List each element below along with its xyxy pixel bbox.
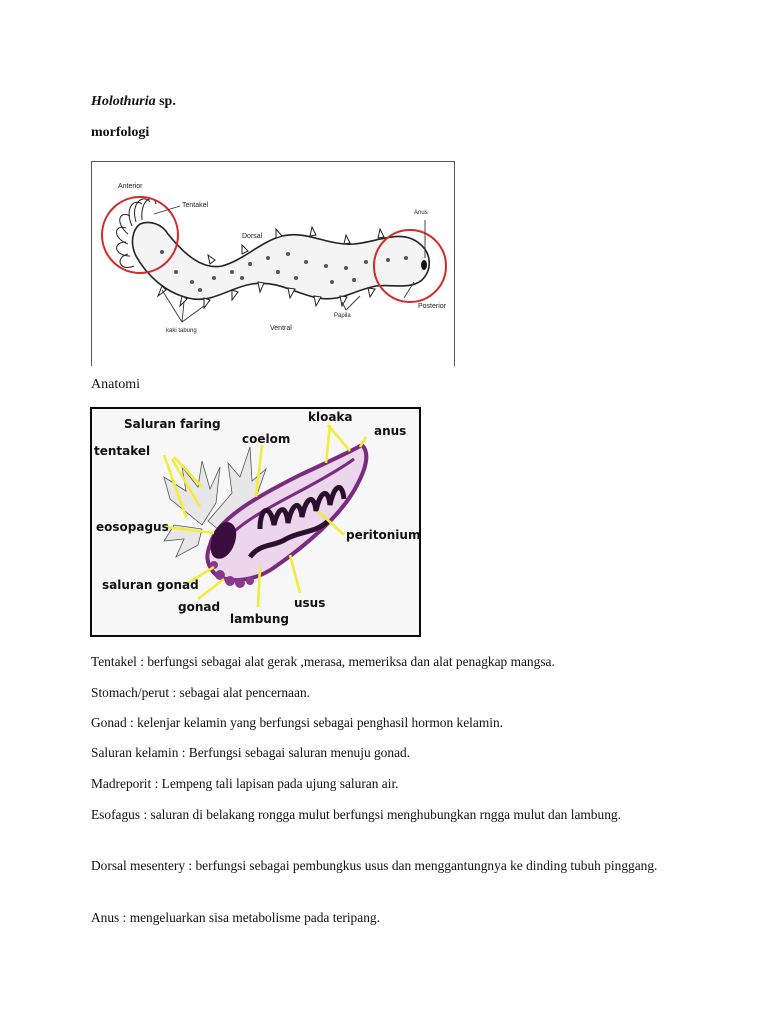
label-peritonium: peritonium	[346, 528, 421, 542]
morphology-figure	[91, 161, 455, 366]
label-saluran-gonad: saluran gonad	[102, 578, 199, 592]
description-dorsal-mesentery: Dorsal mesentery : berfungsi sebagai pembungkus usus dan menggantungnya ke dinding tubuh pinggang.	[91, 858, 658, 873]
label-anus-anatomy: anus	[374, 424, 407, 438]
label-coelom: coelom	[242, 432, 291, 446]
label-anterior: Anterior	[118, 183, 143, 190]
description-saluran-kelamin: Saluran kelamin : Berfungsi sebagai saluran menuju gonad.	[91, 745, 411, 760]
description-esofagus: Esofagus : saluran di belakang rongga mulut berfungsi menghubungkan rngga mulut dan lambung.	[91, 807, 621, 822]
description-madreporit: Madreporit : Lempeng tali lapisan pada ujung saluran air.	[91, 776, 399, 791]
anus-opening	[421, 260, 427, 270]
label-kloaka: kloaka	[308, 410, 353, 424]
label-tentakel-anatomy: tentakel	[94, 444, 151, 458]
label-dorsal: Dorsal	[242, 233, 263, 240]
label-posterior: Posterior	[418, 303, 447, 310]
label-kaki-tabung: kaki tabung	[166, 328, 197, 334]
label-tentakel: Tentakel	[182, 202, 209, 209]
label-saluran-faring: Saluran faring	[124, 417, 221, 431]
label-gonad: gonad	[178, 600, 221, 614]
description-stomach: Stomach/perut : sebagai alat pencernaan.	[91, 685, 310, 700]
anatomy-diagram	[90, 407, 421, 637]
section-heading-morfologi: morfologi	[91, 125, 150, 140]
morphology-diagram	[92, 162, 454, 367]
description-tentakel: Tentakel : berfungsi sebagai alat gerak ,merasa, memeriksa dan alat penagkap mangsa.	[91, 654, 555, 669]
anatomy-figure	[90, 407, 421, 637]
label-lambung: lambung	[230, 612, 289, 626]
label-papila: Papila	[334, 313, 351, 319]
label-anus: Anus	[414, 210, 428, 216]
genus-name: Holothuria	[91, 94, 156, 109]
label-usus: usus	[294, 596, 326, 610]
document-title	[91, 94, 176, 110]
description-anus: Anus : mengeluarkan sisa metabolisme pada teripang.	[91, 910, 380, 925]
species-suffix: sp.	[155, 94, 176, 109]
description-gonad: Gonad : kelenjar kelamin yang berfungsi sebagai penghasil hormon kelamin.	[91, 715, 504, 730]
section-heading-anatomi: Anatomi	[91, 377, 140, 392]
label-eosopagus: eosopagus	[96, 520, 169, 534]
label-ventral: Ventral	[270, 325, 292, 332]
